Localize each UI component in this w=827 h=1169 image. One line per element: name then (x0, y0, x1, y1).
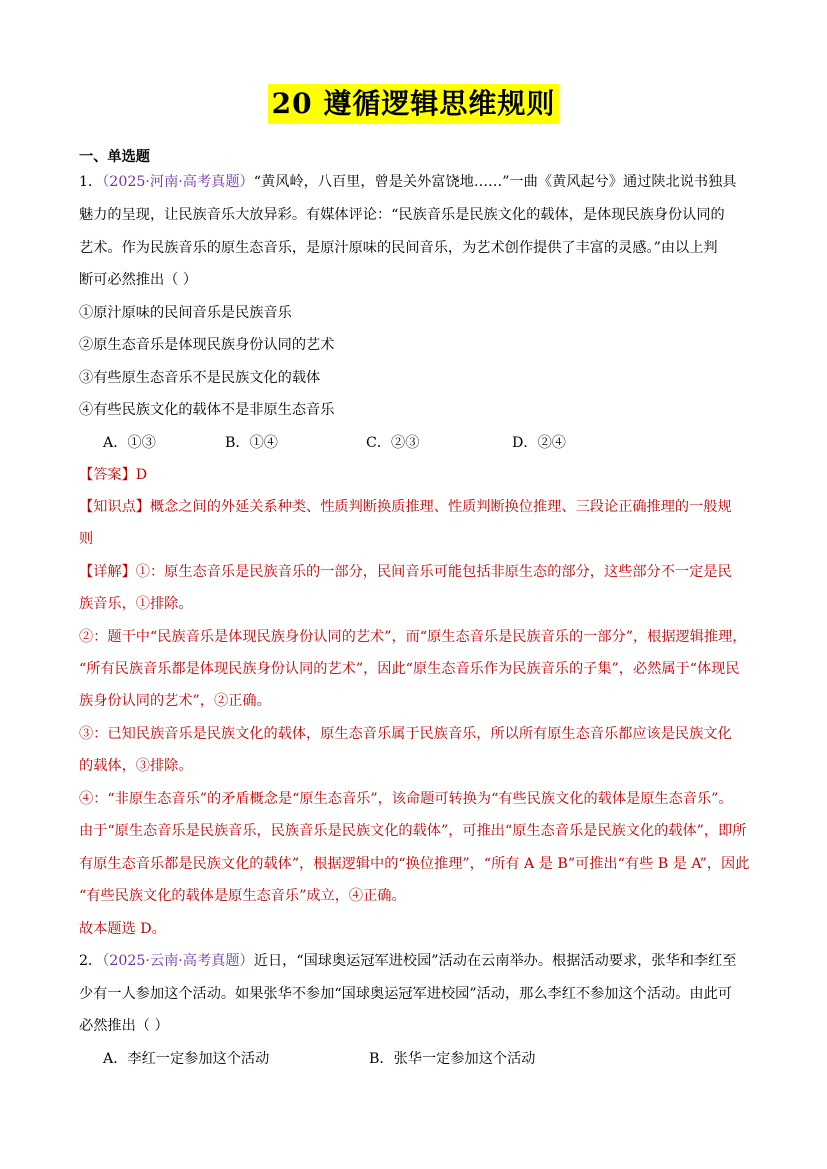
detail-line: 族音乐，①排除。 (79, 596, 193, 612)
q2-option-a: A．李红一定参加这个活动 (103, 1051, 270, 1067)
option-d: D．②④ (512, 435, 566, 451)
detail-line: ④：“非原生态音乐”的矛盾概念是“原生态音乐”，该命题可转换为“有些民族文化的载体是原生态音乐”。 (79, 791, 733, 807)
page-title: 20 遵循逻辑思维规则 (268, 84, 560, 124)
knowledge-point: 则 (79, 531, 94, 547)
detail-line: 故本题选 D。 (79, 921, 166, 937)
question-2-first-line (79, 952, 754, 970)
knowledge-point: 【知识点】概念之间的外延关系种类、性质判断换质推理、性质判断换位推理、三段论正确推理的一般规 (79, 499, 732, 515)
detail-line: 的载体，③排除。 (79, 758, 193, 774)
question-1-line: 艺术。作为民族音乐的原生态音乐，是原汁原味的民间音乐，为艺术创作提供了丰富的灵感。”由以上判 (79, 240, 718, 256)
option-a: A．①③ (103, 435, 156, 451)
statement-3: ③有些原生态音乐不是民族文化的载体 (79, 370, 321, 386)
detail-line: ③：已知民族音乐是民族文化的载体，原生态音乐属于民族音乐，所以所有原生态音乐都应该是民族文化 (79, 726, 732, 742)
option-b: B．①④ (225, 435, 278, 451)
option-c: C．②③ (366, 435, 420, 451)
statement-1: ①原汁原味的民间音乐是民族音乐 (79, 305, 292, 321)
statement-4: ④有些民族文化的载体不是非原生态音乐 (79, 402, 335, 418)
question-2-line: 少有一人参加这个活动。如果张华不参加“国球奥运冠军进校园”活动，那么李红不参加这个活动。由此可 (79, 986, 732, 1002)
q2-option-b: B．张华一定参加这个活动 (369, 1051, 536, 1067)
detail-line: 由于“原生态音乐是民族音乐，民族音乐是民族文化的载体”，可推出“原生态音乐是民族文化的载体”，即所 (79, 823, 747, 839)
detail-line: 有原生态音乐都是民族文化的载体”，根据逻辑中的“换位推理”，“所有 A 是 B”可推出“有些 B 是 A”，因此 (79, 856, 750, 872)
section-heading: 一、单选题 (79, 149, 150, 165)
detail-line: “有些民族文化的载体是原生态音乐”成立，④正确。 (79, 888, 406, 904)
question-1-source: （2025·河南·高考真题） (102, 174, 254, 190)
detail-line: ②：题干中“民族音乐是体现民族身份认同的艺术”，而“原生态音乐是民族音乐的一部分”，根据逻辑推理， (79, 629, 747, 645)
question-2-text: 近日，“国球奥运冠军进校园”活动在云南举办。根据活动要求，张华和李红至 (253, 953, 737, 969)
question-1-line: 断可必然推出（ ） (79, 272, 198, 288)
question-2-line: 必然推出（ ） (79, 1018, 169, 1034)
statement-2: ②原生态音乐是体现民族身份认同的艺术 (79, 337, 335, 353)
answer: 【答案】D (79, 467, 148, 483)
question-1-number: 1． (79, 174, 103, 190)
detail-line: 族身份认同的艺术”，②正确。 (79, 693, 271, 709)
detail-line: “所有民族音乐都是体现民族身份认同的艺术”，因此“原生态音乐作为民族音乐的子集”，必然属于“体现民 (79, 661, 740, 677)
question-2-number: 2． (79, 953, 103, 969)
question-1-line: 魅力的呈现，让民族音乐大放异彩。有媒体评论：“民族音乐是民族文化的载体，是体现民族身份认同的 (79, 207, 725, 223)
title-container (0, 84, 827, 124)
question-1-text: “黄风岭，八百里，曾是关外富饶地……”一曲《黄风起兮》通过陕北说书独具 (253, 174, 737, 190)
question-2-source: （2025·云南·高考真题） (102, 953, 254, 969)
detail-line: 【详解】①：原生态音乐是民族音乐的一部分，民间音乐可能包括非原生态的部分，这些部分不一定是民 (79, 564, 732, 580)
question-1-first-line (79, 173, 754, 191)
